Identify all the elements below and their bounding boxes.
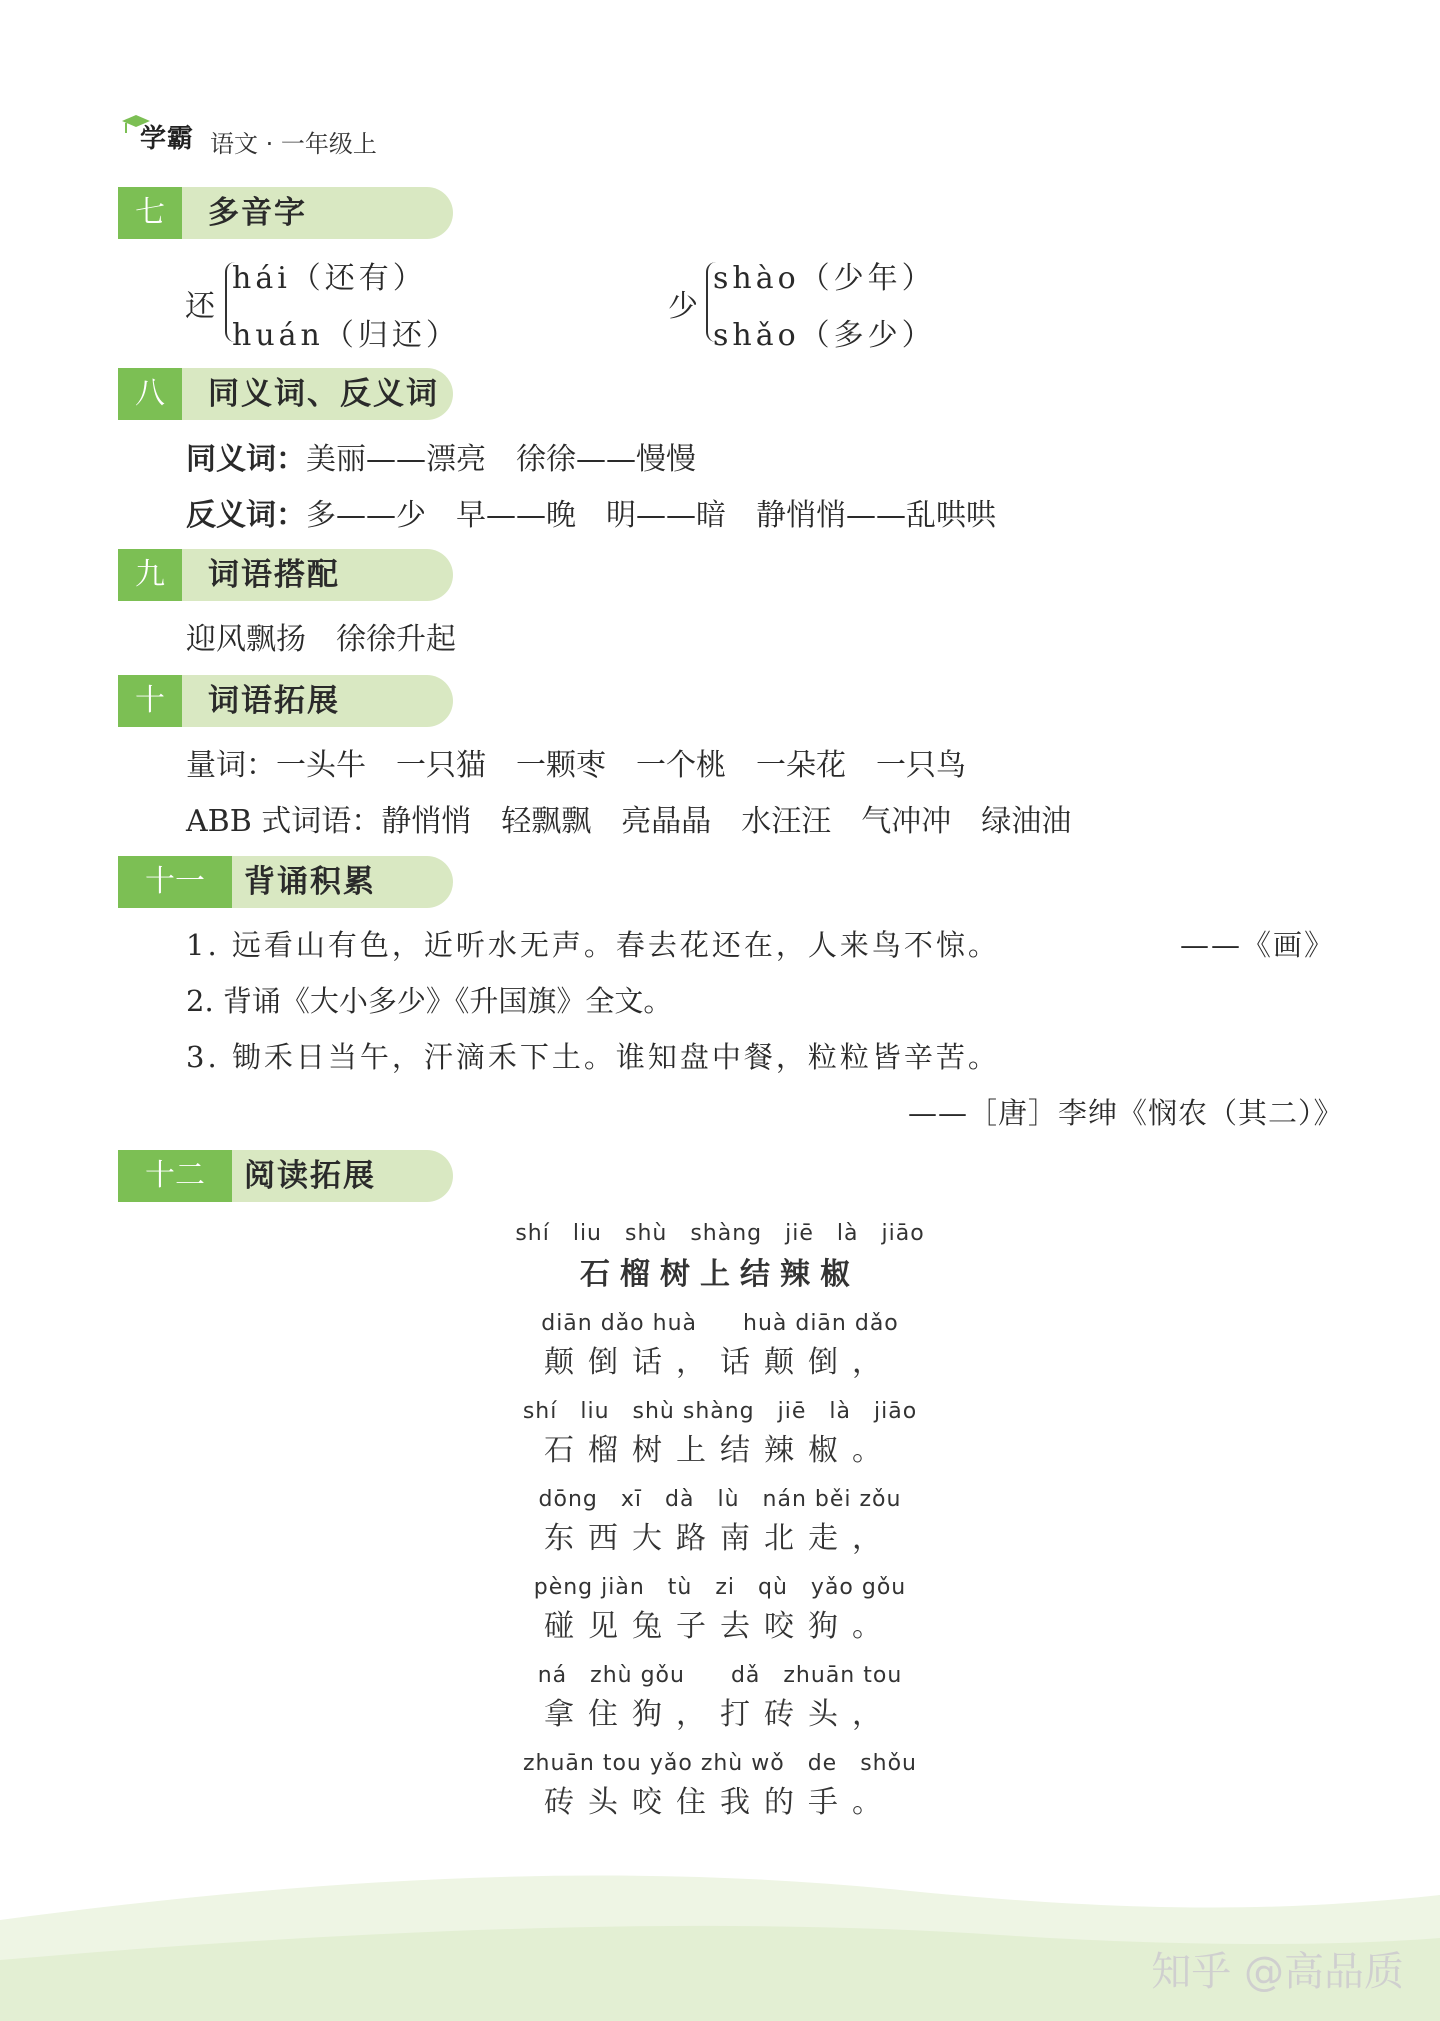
poem <box>0 1216 1440 1293</box>
recite-source-3: ——［唐］李绅《悯农（其二）》 <box>908 1096 1344 1130</box>
section-header-11 <box>118 856 453 908</box>
section-number: 九 <box>118 549 182 601</box>
section-title: 词语拓展 <box>208 683 340 719</box>
poem-line-text: 石榴树上结辣椒。 <box>544 1433 896 1468</box>
polyphone-char: 少 <box>668 289 702 324</box>
section-title: 词语搭配 <box>208 557 340 593</box>
section-title: 多音字 <box>208 195 307 231</box>
poem-line-pinyin: ná zhù gǒu dǎ zhuān tou <box>537 1663 903 1688</box>
abb-row: ABB 式词语：静悄悄 轻飘飘 亮晶晶 水汪汪 气冲冲 绿油油 <box>186 804 1072 839</box>
poem-title-pinyin: shí liu shù shàng jiē là jiāo <box>515 1221 925 1246</box>
poem-line-pinyin: shí liu shù shàng jiē là jiāo <box>522 1399 918 1424</box>
polyphone-char: 还 <box>185 289 219 324</box>
poem-line-text: 东西大路南北走， <box>544 1521 896 1556</box>
antonym-row <box>186 490 996 534</box>
watermark: 知乎 @高品质 <box>1151 1949 1404 1995</box>
polyphone-reading: shǎo（多少） <box>713 318 936 353</box>
polyphone-reading: shào（少年） <box>713 261 936 296</box>
section-header-9 <box>118 549 453 601</box>
brand-logo: 学霸 <box>140 124 195 154</box>
poem-line <box>0 1658 1440 1733</box>
section-header-7 <box>118 187 453 239</box>
section-title: 同义词、反义词 <box>208 376 439 412</box>
poem-line-pinyin: zhuān tou yǎo zhù wǒ de shǒu <box>522 1751 918 1776</box>
section-number: 十一 <box>118 856 232 908</box>
poem-line-pinyin: pèng jiàn tù zi qù yǎo gǒu <box>533 1575 907 1600</box>
polyphone-reading: huán（归还） <box>232 318 460 353</box>
poem-line <box>0 1570 1440 1645</box>
section-number: 十 <box>118 675 182 727</box>
quantifier-row: 量词：一头牛 一只猫 一颗枣 一个桃 一朵花 一只鸟 <box>186 748 966 783</box>
polyphone-reading: hái（还有） <box>232 261 427 296</box>
antonym-text: 多——少 早——晚 明——暗 静悄悄——乱哄哄 <box>306 498 996 533</box>
poem-line-pinyin: diān dǎo huà huà diān dǎo <box>541 1311 899 1336</box>
poem-line <box>0 1746 1440 1821</box>
section-number: 十二 <box>118 1150 232 1202</box>
recite-line-2: 2. 背诵《大小多少》《升国旗》全文。 <box>186 984 673 1018</box>
section-title: 背诵积累 <box>244 864 376 900</box>
poem-line-pinyin: dōng xī dà lù nán běi zǒu <box>538 1487 902 1512</box>
poem-line <box>0 1394 1440 1469</box>
section-number: 八 <box>118 368 182 420</box>
book-subtitle: 语文 · 一年级上 <box>210 130 377 158</box>
recite-line-3: 3. 锄禾日当午，汗滴禾下土。谁知盘中餐，粒粒皆辛苦。 <box>186 1040 1000 1074</box>
poem-line-text: 砖头咬住我的手。 <box>544 1785 896 1820</box>
section-title: 阅读拓展 <box>244 1158 376 1194</box>
poem-line <box>0 1306 1440 1381</box>
recite-source-1: ——《画》 <box>1180 928 1336 962</box>
recite-line-1: 1. 远看山有色，近听水无声。春去花还在，人来鸟不惊。 <box>186 928 1000 962</box>
synonym-label: 同义词： <box>186 442 306 477</box>
collocation-text: 迎风飘扬 徐徐升起 <box>186 622 456 657</box>
section-number: 七 <box>118 187 182 239</box>
antonym-label: 反义词： <box>186 498 306 533</box>
section-header-12 <box>118 1150 453 1202</box>
section-header-8 <box>118 368 453 420</box>
poem-line-text: 碰见兔子去咬狗。 <box>544 1609 896 1644</box>
poem-line <box>0 1482 1440 1557</box>
section-header-10 <box>118 675 453 727</box>
poem-title: 石榴树上结辣椒 <box>580 1257 860 1292</box>
poem-line-text: 拿住狗，打砖头， <box>544 1697 896 1732</box>
poem-line-text: 颠倒话，话颠倒， <box>544 1345 896 1380</box>
synonym-text: 美丽——漂亮 徐徐——慢慢 <box>306 442 696 477</box>
synonym-row <box>186 434 696 478</box>
